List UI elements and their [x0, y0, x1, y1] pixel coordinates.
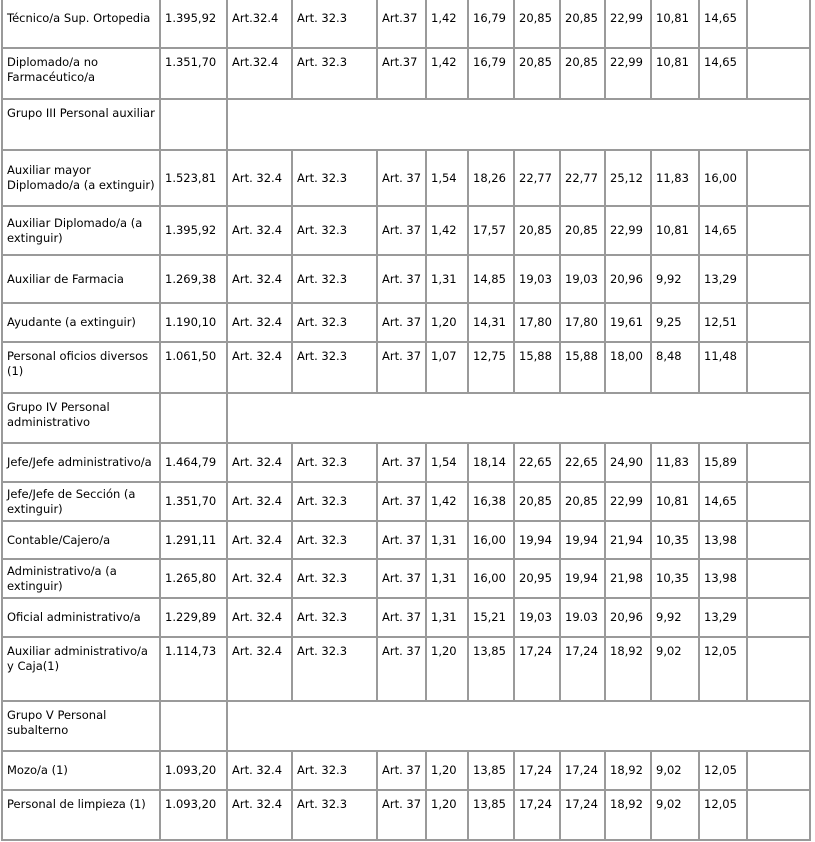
table-cell: 1,42: [427, 483, 469, 522]
table-cell: 12,05: [700, 752, 748, 791]
category-name: Técnico/a Sup. Ortopedia: [3, 0, 161, 49]
category-name: Personal oficios diversos (1): [3, 343, 161, 394]
table-cell: 15,88: [561, 343, 606, 394]
table-cell: 14,65: [700, 207, 748, 256]
table-cell: 20,85: [561, 207, 606, 256]
table-cell: 8,48: [652, 343, 700, 394]
table-cell: 14,65: [700, 483, 748, 522]
table-cell: 17,80: [561, 304, 606, 343]
table-cell: Art.32.4: [228, 49, 293, 100]
table-cell: 1.464,79: [161, 444, 228, 483]
table-cell: 17,24: [561, 752, 606, 791]
table-cell: 1.351,70: [161, 483, 228, 522]
table-cell: Art. 32.3: [293, 49, 378, 100]
table-cell: Art. 32.4: [228, 304, 293, 343]
table-cell: 1,20: [427, 752, 469, 791]
table-cell: Art. 37: [378, 207, 427, 256]
table-cell: 22,99: [606, 0, 652, 49]
table-cell: 20,85: [515, 49, 561, 100]
table-cell: 19,61: [606, 304, 652, 343]
table-cell: 1.093,20: [161, 752, 228, 791]
table-cell: Art. 32.3: [293, 0, 378, 49]
table-cell: 1.229,89: [161, 599, 228, 638]
table-cell: Art. 32.3: [293, 483, 378, 522]
category-name: Auxiliar administrativo/a y Caja(1): [3, 638, 161, 702]
table-cell: 1,20: [427, 304, 469, 343]
table-cell: Art. 32.3: [293, 522, 378, 560]
table-cell: 18,14: [469, 444, 515, 483]
table-cell: 1,31: [427, 599, 469, 638]
table-cell: 11,83: [652, 151, 700, 207]
table-cell: 1,31: [427, 256, 469, 304]
table-cell: Art. 32.3: [293, 256, 378, 304]
salary-table: [1, 0, 811, 841]
table-cell: 17,24: [561, 791, 606, 841]
table-cell: 16,00: [700, 151, 748, 207]
table-cell: 1,31: [427, 560, 469, 599]
category-name: Oficial administrativo/a: [3, 599, 161, 638]
table-cell: 1,42: [427, 49, 469, 100]
table-cell: 16,79: [469, 49, 515, 100]
table-cell: 1.114,73: [161, 638, 228, 702]
table-cell: 10,81: [652, 207, 700, 256]
table-cell: 14,65: [700, 49, 748, 100]
category-name: Administrativo/a (a extinguir): [3, 560, 161, 599]
table-cell: 9,02: [652, 638, 700, 702]
group-header-row: [3, 394, 811, 444]
group-label: Grupo V Personal subalterno: [3, 702, 161, 752]
table-cell: 12,05: [700, 638, 748, 702]
table-cell: 19,03: [515, 599, 561, 638]
table-cell: 11,48: [700, 343, 748, 394]
table-cell: 13,29: [700, 256, 748, 304]
table-cell: 1,20: [427, 638, 469, 702]
table-cell: 9,25: [652, 304, 700, 343]
table-cell: 14,31: [469, 304, 515, 343]
table-cell: 17,57: [469, 207, 515, 256]
table-cell: Art. 32.3: [293, 638, 378, 702]
category-name: Ayudante (a extinguir): [3, 304, 161, 343]
group-header-row: [3, 100, 811, 151]
table-cell: Art. 32.3: [293, 444, 378, 483]
table-cell: 17,24: [515, 791, 561, 841]
table-cell: 12,05: [700, 791, 748, 841]
table-cell: 1,54: [427, 444, 469, 483]
table-row: [3, 304, 811, 343]
table-cell: 19.03: [561, 599, 606, 638]
table-cell: [748, 791, 811, 841]
table-cell: 13,85: [469, 791, 515, 841]
table-cell: [748, 444, 811, 483]
table-cell: 11,83: [652, 444, 700, 483]
table-cell: Art.37: [378, 49, 427, 100]
table-cell: 13,98: [700, 522, 748, 560]
table-cell: Art. 32.4: [228, 444, 293, 483]
table-cell: 18,92: [606, 791, 652, 841]
table-cell: 13,98: [700, 560, 748, 599]
table-cell: Art. 37: [378, 343, 427, 394]
table-cell: Art. 37: [378, 752, 427, 791]
table-cell: Art. 32.4: [228, 599, 293, 638]
table-cell: Art. 37: [378, 444, 427, 483]
table-cell: 1,54: [427, 151, 469, 207]
table-cell: 1,31: [427, 522, 469, 560]
table-cell: 19,94: [561, 560, 606, 599]
table-cell: 19,94: [515, 522, 561, 560]
table-cell: Art. 32.4: [228, 752, 293, 791]
table-row: [3, 207, 811, 256]
empty-cell: [161, 702, 228, 752]
category-name: Contable/Cajero/a: [3, 522, 161, 560]
table-cell: 21,94: [606, 522, 652, 560]
table-row: [3, 752, 811, 791]
table-cell: Art. 32.4: [228, 483, 293, 522]
table-row: [3, 49, 811, 100]
table-cell: 9,92: [652, 256, 700, 304]
table-cell: 13,29: [700, 599, 748, 638]
table-cell: 13,85: [469, 752, 515, 791]
table-cell: Art. 37: [378, 304, 427, 343]
table-cell: 1.395,92: [161, 207, 228, 256]
table-cell: 15,88: [515, 343, 561, 394]
table-cell: [748, 304, 811, 343]
table-cell: [748, 151, 811, 207]
table-row: [3, 522, 811, 560]
category-name: Auxiliar mayor Diplomado/a (a extinguir): [3, 151, 161, 207]
table-cell: Art. 32.4: [228, 522, 293, 560]
table-cell: 20,85: [515, 483, 561, 522]
table-cell: Art. 37: [378, 151, 427, 207]
table-cell: Art. 37: [378, 791, 427, 841]
category-name: Auxiliar Diplomado/a (a extinguir): [3, 207, 161, 256]
table-cell: 1.523,81: [161, 151, 228, 207]
table-cell: 20,96: [606, 256, 652, 304]
table-cell: 9,92: [652, 599, 700, 638]
table-cell: 13,85: [469, 638, 515, 702]
table-row: [3, 483, 811, 522]
table-cell: 20,85: [515, 0, 561, 49]
table-cell: 14,85: [469, 256, 515, 304]
table-cell: Art.37: [378, 0, 427, 49]
table-cell: 17,24: [515, 752, 561, 791]
table-cell: 16,79: [469, 0, 515, 49]
table-cell: 1.351,70: [161, 49, 228, 100]
table-cell: 20,85: [561, 483, 606, 522]
category-name: Diplomado/a no Farmacéutico/a: [3, 49, 161, 100]
table-cell: 24,90: [606, 444, 652, 483]
table-cell: 10,81: [652, 49, 700, 100]
table-cell: 1.291,11: [161, 522, 228, 560]
table-cell: Art. 32.3: [293, 791, 378, 841]
table-cell: 22,99: [606, 483, 652, 522]
table-cell: Art. 32.4: [228, 151, 293, 207]
empty-cell: [161, 394, 228, 444]
table-row: [3, 444, 811, 483]
table-cell: 1.093,20: [161, 791, 228, 841]
table-cell: 10,81: [652, 0, 700, 49]
table-cell: [748, 752, 811, 791]
table-cell: 22,77: [515, 151, 561, 207]
group-header-row: [3, 702, 811, 752]
table-cell: 1,42: [427, 0, 469, 49]
table-cell: 22,77: [561, 151, 606, 207]
table-cell: 15,21: [469, 599, 515, 638]
table-cell: 12,75: [469, 343, 515, 394]
empty-cell: [228, 100, 811, 151]
table-cell: 19,03: [515, 256, 561, 304]
table-cell: 1.061,50: [161, 343, 228, 394]
table-cell: Art. 37: [378, 599, 427, 638]
table-cell: 18,92: [606, 638, 652, 702]
table-cell: Art. 32.3: [293, 343, 378, 394]
table-cell: Art. 32.3: [293, 151, 378, 207]
table-row: [3, 0, 811, 49]
table-cell: 1.395,92: [161, 0, 228, 49]
table-cell: 19,03: [561, 256, 606, 304]
table-row: [3, 638, 811, 702]
category-name: Personal de limpieza (1): [3, 791, 161, 841]
table-row: [3, 256, 811, 304]
table-cell: Art. 32.4: [228, 638, 293, 702]
table-cell: [748, 483, 811, 522]
group-label: Grupo III Personal auxiliar: [3, 100, 161, 151]
table-cell: 1,20: [427, 791, 469, 841]
table-cell: Art. 32.3: [293, 207, 378, 256]
table-cell: 15,89: [700, 444, 748, 483]
category-name: Jefe/Jefe de Sección (a extinguir): [3, 483, 161, 522]
table-cell: Art. 32.3: [293, 304, 378, 343]
table-cell: 17,80: [515, 304, 561, 343]
table-cell: [748, 0, 811, 49]
table-cell: 9,02: [652, 791, 700, 841]
table-cell: Art. 32.4: [228, 791, 293, 841]
table-cell: Art. 37: [378, 560, 427, 599]
table-cell: [748, 638, 811, 702]
category-name: Jefe/Jefe administrativo/a: [3, 444, 161, 483]
table-cell: 19,94: [561, 522, 606, 560]
table-cell: 18,92: [606, 752, 652, 791]
table-cell: 1.190,10: [161, 304, 228, 343]
table-cell: Art. 37: [378, 638, 427, 702]
table-cell: 12,51: [700, 304, 748, 343]
table-row: [3, 791, 811, 841]
table-row: [3, 599, 811, 638]
table-cell: 16,00: [469, 522, 515, 560]
category-name: Mozo/a (1): [3, 752, 161, 791]
table-cell: [748, 599, 811, 638]
empty-cell: [228, 702, 811, 752]
table-cell: 1,42: [427, 207, 469, 256]
table-cell: Art. 37: [378, 522, 427, 560]
table-cell: 22,99: [606, 49, 652, 100]
table-cell: Art. 32.4: [228, 256, 293, 304]
table-cell: Art.32.4: [228, 0, 293, 49]
table-cell: [748, 343, 811, 394]
table-cell: 25,12: [606, 151, 652, 207]
table-cell: [748, 49, 811, 100]
table-cell: [748, 522, 811, 560]
table-cell: Art. 32.3: [293, 752, 378, 791]
table-cell: 20,85: [515, 207, 561, 256]
table-cell: 22,65: [561, 444, 606, 483]
table-row: [3, 560, 811, 599]
table-row: [3, 151, 811, 207]
table-cell: Art. 32.3: [293, 560, 378, 599]
table-cell: 22,99: [606, 207, 652, 256]
table-cell: 10,81: [652, 483, 700, 522]
table-cell: 1.269,38: [161, 256, 228, 304]
table-cell: 14,65: [700, 0, 748, 49]
table-cell: 21,98: [606, 560, 652, 599]
table-cell: Art. 32.3: [293, 599, 378, 638]
table-cell: 9,02: [652, 752, 700, 791]
table-cell: [748, 207, 811, 256]
table-cell: 10,35: [652, 522, 700, 560]
table-cell: 16,38: [469, 483, 515, 522]
table-row: [3, 343, 811, 394]
table-cell: 17,24: [561, 638, 606, 702]
group-label: Grupo IV Personal administrativo: [3, 394, 161, 444]
empty-cell: [228, 394, 811, 444]
empty-cell: [161, 100, 228, 151]
table-cell: 18,00: [606, 343, 652, 394]
table-cell: Art. 37: [378, 256, 427, 304]
table-cell: 20,95: [515, 560, 561, 599]
table-cell: 22,65: [515, 444, 561, 483]
table-cell: 18,26: [469, 151, 515, 207]
table-cell: 10,35: [652, 560, 700, 599]
table-cell: Art. 32.4: [228, 207, 293, 256]
table-cell: Art. 32.4: [228, 560, 293, 599]
table-cell: [748, 256, 811, 304]
table-cell: 20,85: [561, 0, 606, 49]
table-cell: 17,24: [515, 638, 561, 702]
table-cell: 1,07: [427, 343, 469, 394]
table-cell: Art. 37: [378, 483, 427, 522]
table-cell: Art. 32.4: [228, 343, 293, 394]
table-cell: 1.265,80: [161, 560, 228, 599]
category-name: Auxiliar de Farmacia: [3, 256, 161, 304]
table-cell: [748, 560, 811, 599]
table-cell: 16,00: [469, 560, 515, 599]
table-cell: 20,96: [606, 599, 652, 638]
table-cell: 20,85: [561, 49, 606, 100]
